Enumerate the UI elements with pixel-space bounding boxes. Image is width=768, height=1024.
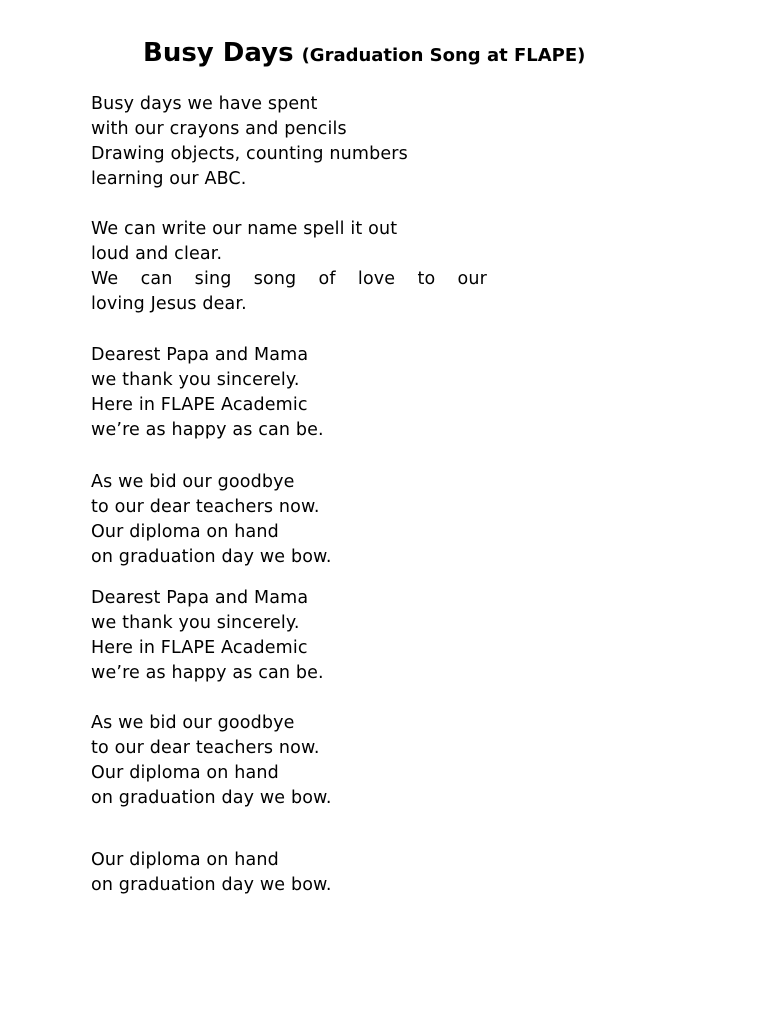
song-title — [143, 38, 585, 68]
lyric-line: As we bid our goodbye — [91, 713, 295, 733]
lyric-line: on graduation day we bow. — [91, 788, 332, 808]
lyric-line: Our diploma on hand — [91, 522, 279, 542]
stanza-5-chorus — [91, 586, 324, 686]
lyric-line: Here in FLAPE Academic — [91, 395, 308, 415]
lyric-line: We can sing song of love to our — [91, 269, 487, 289]
lyric-line: with our crayons and pencils — [91, 119, 347, 139]
lyric-line: Here in FLAPE Academic — [91, 638, 308, 658]
stanza-6 — [91, 711, 332, 811]
lyric-line: Drawing objects, counting numbers — [91, 144, 408, 164]
lyric-line: we thank you sincerely. — [91, 370, 300, 390]
stanza-1 — [91, 92, 408, 192]
title-subtitle: (Graduation Song at FLAPE) — [301, 45, 586, 66]
title-main: Busy Days — [143, 38, 294, 68]
lyric-line: learning our ABC. — [91, 169, 247, 189]
lyric-line: loud and clear. — [91, 244, 223, 264]
lyric-line: Dearest Papa and Mama — [91, 588, 309, 608]
lyric-line: Busy days we have spent — [91, 94, 318, 114]
stanza-7-ending — [91, 848, 332, 898]
lyric-line: we’re as happy as can be. — [91, 663, 324, 683]
lyric-line: on graduation day we bow. — [91, 547, 332, 567]
lyric-line: As we bid our goodbye — [91, 472, 295, 492]
lyric-line: we thank you sincerely. — [91, 613, 300, 633]
lyric-line: Our diploma on hand — [91, 850, 279, 870]
lyric-line: Our diploma on hand — [91, 763, 279, 783]
lyric-line: Dearest Papa and Mama — [91, 345, 309, 365]
stanza-2 — [91, 217, 487, 317]
lyric-line: loving Jesus dear. — [91, 294, 247, 314]
lyric-line: to our dear teachers now. — [91, 497, 320, 517]
lyric-line: to our dear teachers now. — [91, 738, 320, 758]
stanza-4 — [91, 470, 332, 570]
stanza-3-chorus — [91, 343, 324, 443]
lyric-line: We can write our name spell it out — [91, 219, 398, 239]
lyric-line: on graduation day we bow. — [91, 875, 332, 895]
lyric-line: we’re as happy as can be. — [91, 420, 324, 440]
